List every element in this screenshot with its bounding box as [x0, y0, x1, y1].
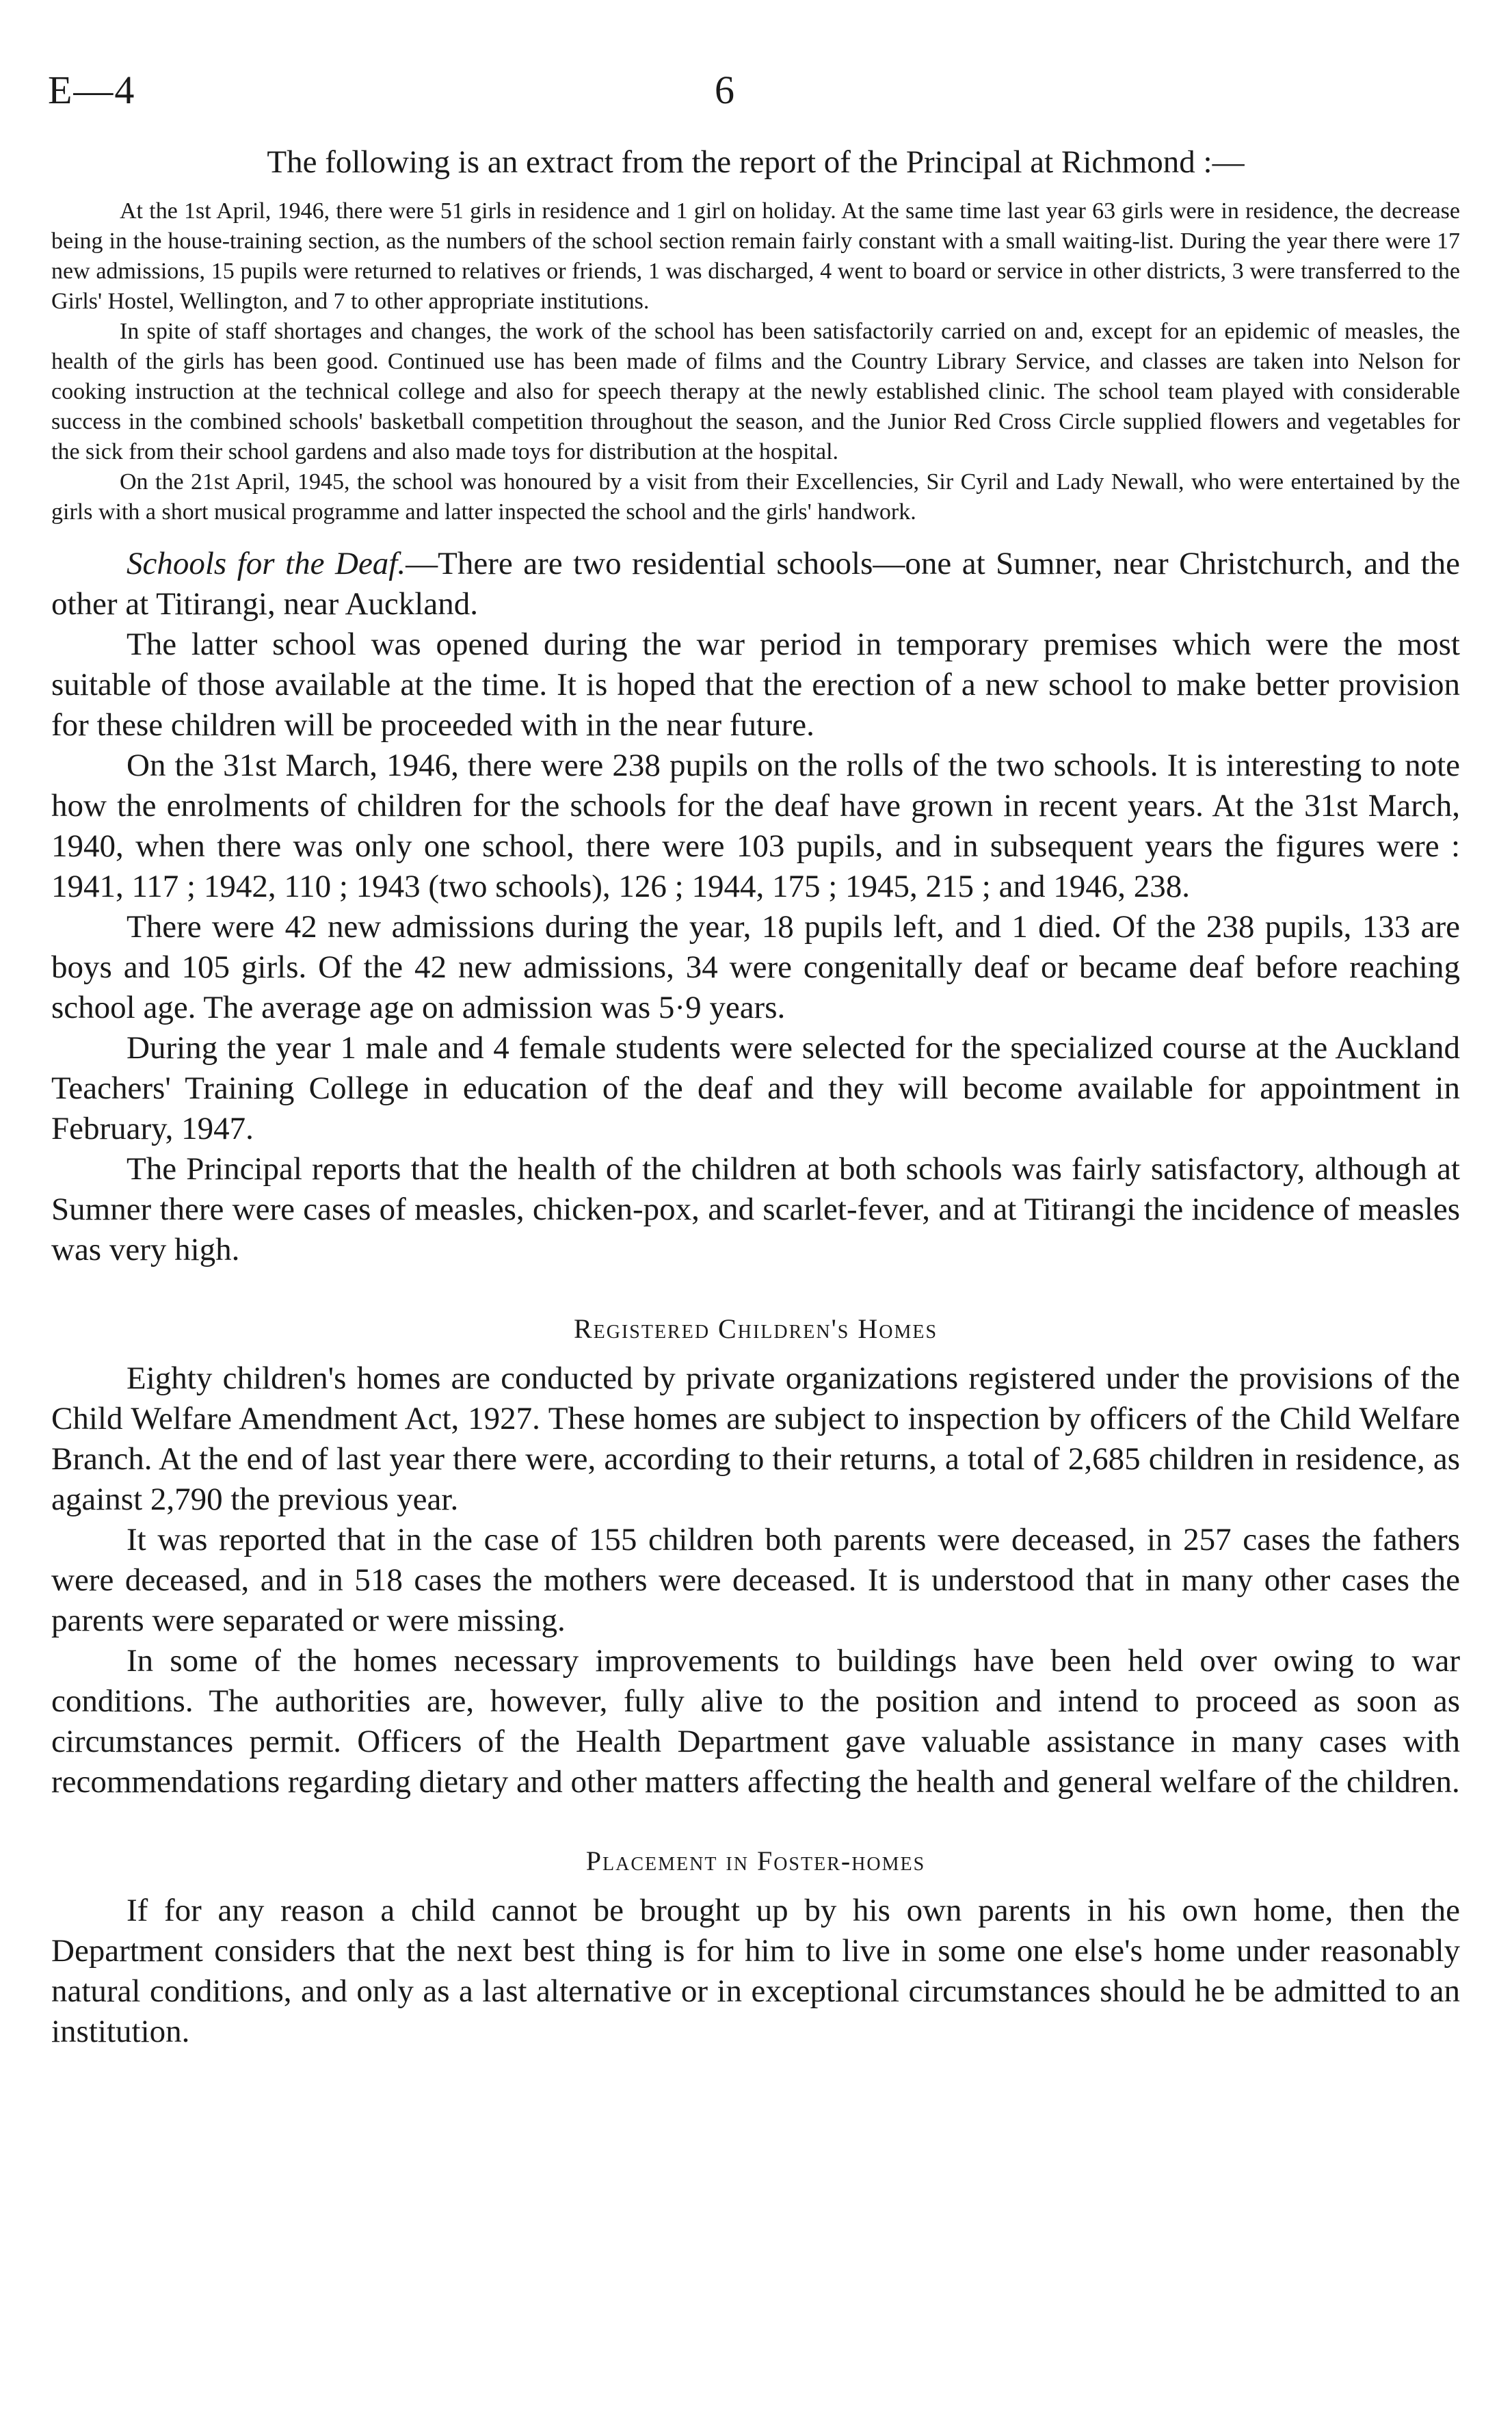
paragraph: On the 21st April, 1945, the school was honoured by a visit from their Excellencies, Sir Cyril and Lady Newall, who were entertained by the girls with a short musical programme and latter inspected the school and the girls' handwork. [51, 469, 1460, 525]
paragraph: In some of the homes necessary improvements to buildings have been held over owing to war conditions. The authorities are, however, fully alive to the position and intend to proceed as soon as circumstances permit. Officers of the Health Department gave valuable assistance in many cases with recommendations regarding dietary and other matters affecting the health and general welfare of the children. [51, 1643, 1460, 1800]
page-content [51, 140, 1460, 2052]
paragraph [51, 544, 1460, 625]
paragraph: It was reported that in the case of 155 children both parents were deceased, in 257 cases the fathers were deceased, and in 518 cases the mothers were deceased. It is understood that in many other cases the parents were separated or were missing. [51, 1522, 1460, 1638]
page-reference: E—4 [48, 68, 136, 112]
paragraph-lead: —There are two residential schools—one at Sumner, near Christchurch, and the other at Titirangi, near Auckland. [51, 546, 1460, 622]
section-heading-registered-homes: Registered Children's Homes [573, 1313, 938, 1344]
paragraph: There were 42 new admissions during the year, 18 pupils left, and 1 died. Of the 238 pupils, 133 are boys and 105 girls. Of the 42 new admissions, 34 were congenitally deaf or became deaf before reaching school age. The average age on admission was 5·9 years. [51, 909, 1460, 1025]
paragraph: During the year 1 male and 4 female students were selected for the specialized course at the Auckland Teachers' Training College in education of the deaf and they will become available for appointment in February, 1947. [51, 1030, 1460, 1146]
registered-homes-section [51, 1358, 1460, 1802]
paragraph: The Principal reports that the health of the children at both schools was fairly satisfactory, although at Sumner there were cases of measles, chicken-pox, and scarlet-fever, and at Titirangi the incidence of measles was very high. [51, 1151, 1460, 1267]
paragraph: If for any reason a child cannot be brought up by his own parents in his own home, then the Department considers that the next best thing is for him to live in some one else's home under reasonably natural conditions, and only as a last alternative or in exceptional circumstances should he be admitted to an institution. [51, 1893, 1460, 2049]
paragraph: At the 1st April, 1946, there were 51 girls in residence and 1 girl on holiday. At the same time last year 63 girls were in residence, the decrease being in the house-training section, as the numbers of the school section remain fairly constant with a small waiting-list. During the year there were 17 new admissions, 15 pupils were returned to relatives or friends, 1 was discharged, 4 went to board or service in other districts, 3 were transferred to the Girls' Hostel, Wellington, and 7 to other appropriate institutions. [51, 198, 1460, 314]
section-heading-foster-homes: Placement in Foster-homes [585, 1845, 926, 1876]
intro-line: The following is an extract from the report of the Principal at Richmond :— [267, 144, 1245, 180]
paragraph: On the 31st March, 1946, there were 238 pupils on the rolls of the two schools. It is interesting to note how the enrolments of children for the schools for the deaf have grown in recent years. At the 31st March, 1940, when there was only one school, there were 103 pupils, and in subsequent years the figures were : 1941, 117 ; 1942, 110 ; 1943 (two schools), 126 ; 1944, 175 ; 1945, 215 ; and 1946, 238. [51, 748, 1460, 904]
paragraph: In spite of staff shortages and changes, the work of the school has been satisfactorily carried on and, except for an epidemic of measles, the health of the girls has been good. Continued use has been made of films and the Country Library Service, and classes are taken into Nelson for cooking instruction at the technical college and also for speech therapy at the newly established clinic. The school team played with considerable success in the combined schools' basketball competition throughout the season, and the Junior Red Cross Circle supplied flowers and vegetables for the sick from their school gardens and also made toys for distribution at the hospital. [51, 319, 1460, 464]
foster-homes-section [51, 1891, 1460, 2052]
paragraph: The latter school was opened during the war period in temporary premises which were the most suitable of those available at the time. It is hoped that the erection of a new school to make better provision for these children will be proceeded with in the near future. [51, 627, 1460, 743]
richmond-report [51, 196, 1460, 527]
section-heading-deaf: Schools for the Deaf. [127, 546, 406, 581]
page-number: 6 [715, 68, 734, 112]
deaf-schools-section [51, 544, 1460, 1270]
paragraph: Eighty children's homes are conducted by private organizations registered under the provisions of the Child Welfare Amendment Act, 1927. These homes are subject to inspection by officers of the Child Welfare Branch. At the end of last year there were, according to their returns, a total of 2,685 children in residence, as against 2,790 the previous year. [51, 1361, 1460, 1517]
